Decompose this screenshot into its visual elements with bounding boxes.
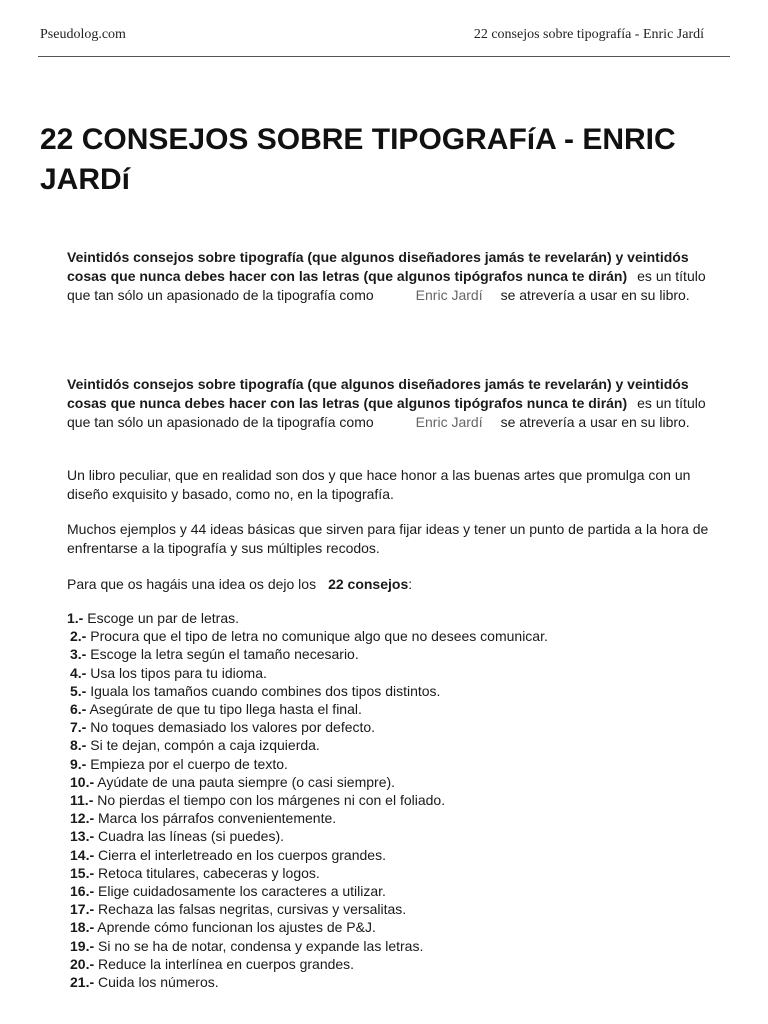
tip-number: 20.-	[70, 955, 95, 972]
tip-item	[67, 973, 548, 991]
tip-text: Cierra el interletreado en los cuerpos grandes.	[98, 846, 386, 863]
tip-text: Procura que el tipo de letra no comunique algo que no desees comunicar.	[90, 628, 548, 645]
tip-number: 3.-	[70, 646, 87, 663]
tip-text: Iguala los tamaños cuando combines dos tipos distintos.	[90, 682, 441, 699]
tips-intro	[67, 575, 727, 594]
tip-item	[67, 755, 548, 773]
tip-item	[67, 718, 548, 736]
tips-list	[67, 609, 548, 991]
tip-text: Si no se ha de notar, condensa y expande las letras.	[98, 937, 424, 954]
tip-text: Reduce la interlínea en cuerpos grandes.	[98, 955, 355, 972]
tip-item	[67, 773, 548, 791]
tip-number: 12.-	[70, 810, 95, 827]
tip-text: Escoge la letra según el tamaño necesario.	[90, 646, 359, 663]
tip-number: 1.-	[67, 610, 84, 626]
tip-item	[67, 809, 548, 827]
header-divider	[38, 56, 730, 57]
tip-number: 7.-	[70, 719, 87, 736]
tip-item	[67, 682, 548, 700]
page-header	[38, 27, 730, 43]
tip-text: Cuida los números.	[98, 974, 219, 991]
intro-paragraph-1	[67, 248, 727, 305]
tip-number: 4.-	[70, 664, 87, 681]
tip-item	[67, 846, 548, 864]
tip-text: Usa los tipos para tu idioma.	[90, 664, 267, 681]
tip-number: 13.-	[70, 828, 95, 845]
tip-item	[67, 937, 548, 955]
document-title: 22 consejos sobre tipografía - Enric Jardí	[473, 27, 704, 42]
tip-item	[67, 827, 548, 845]
tips-intro-bold: 22 consejos	[328, 576, 409, 592]
intro-end: se atrevería a usar en su libro.	[500, 287, 690, 303]
intro-end: se atrevería a usar en su libro.	[500, 414, 690, 430]
tip-number: 11.-	[70, 792, 94, 809]
article-title: 22 CONSEJOS SOBRE TIPOGRAFíA - ENRIC JARDí	[40, 123, 676, 196]
tip-text: Empieza por el cuerpo de texto.	[90, 755, 288, 772]
tip-number: 15.-	[70, 864, 95, 881]
intro-paragraph-2	[67, 375, 727, 432]
book-title: Veintidós consejos sobre tipografía (que algunos diseñadores jamás te revelarán) y veintidós cosas que nunca debes hacer con las letras (que algunos tipógrafos nunca te dirán)	[67, 249, 689, 284]
tip-text: Rechaza las falsas negritas, cursivas y versalitas.	[98, 901, 407, 918]
intro-middle: es un título que tan sólo un apasionado de la tipografía como	[67, 268, 706, 303]
tip-text: Retoca titulares, cabeceras y logos.	[98, 864, 320, 881]
tip-text: Asegúrate de que tu tipo llega hasta el final.	[89, 701, 362, 718]
tip-text: No pierdas el tiempo con los márgenes ni con el foliado.	[97, 792, 446, 809]
tip-item	[67, 700, 548, 718]
tip-number: 6.-	[70, 701, 87, 718]
tip-text: Elige cuidadosamente los caracteres a utilizar.	[98, 883, 386, 900]
author-link[interactable]: Enric Jardí	[415, 414, 483, 430]
tip-text: Marca los párrafos convenientemente.	[98, 810, 337, 827]
tips-intro-before: Para que os hagáis una idea os dejo los	[67, 576, 317, 592]
tip-number: 18.-	[70, 919, 95, 936]
tip-text: Aprende cómo funcionan los ajustes de P&J.	[97, 919, 376, 936]
tip-number: 9.-	[70, 755, 87, 772]
paragraph-2: Muchos ejemplos y 44 ideas básicas que sirven para fijar ideas y tener un punto de partida a la hora de enfrentarse a la tipografía y sus múltiples recodos.	[67, 521, 709, 556]
paragraph-1: Un libro peculiar, que en realidad son dos y que hace honor a las buenas artes que promulga con un diseño exquisito y basado, como no, en la tipografía.	[67, 467, 691, 502]
book-title: Veintidós consejos sobre tipografía (que algunos diseñadores jamás te revelarán) y veintidós cosas que nunca debes hacer con las letras (que algunos tipógrafos nunca te dirán)	[67, 376, 689, 411]
tip-text: No toques demasiado los valores por defecto.	[90, 719, 376, 736]
tip-number: 19.-	[70, 937, 95, 954]
tip-text: Escoge un par de letras.	[87, 610, 239, 626]
site-name: Pseudolog.com	[40, 27, 126, 42]
tip-item	[67, 609, 548, 627]
tip-number: 2.-	[70, 628, 87, 645]
tip-number: 5.-	[70, 682, 87, 699]
tip-number: 16.-	[70, 883, 95, 900]
tip-number: 17.-	[70, 901, 95, 918]
tip-item	[67, 736, 548, 754]
tip-item	[67, 791, 548, 809]
tip-item	[67, 864, 548, 882]
tip-number: 21.-	[70, 974, 95, 991]
tip-number: 8.-	[70, 737, 87, 754]
tip-text: Si te dejan, compón a caja izquierda.	[90, 737, 320, 754]
tip-text: Cuadra las líneas (si puedes).	[98, 828, 285, 845]
author-link[interactable]: Enric Jardí	[415, 287, 483, 303]
tip-item	[67, 900, 548, 918]
tip-item	[67, 627, 548, 645]
tip-number: 14.-	[70, 846, 95, 863]
tip-item	[67, 918, 548, 936]
tip-item	[67, 955, 548, 973]
tip-item	[67, 664, 548, 682]
tip-text: Ayúdate de una pauta siempre (o casi siempre).	[97, 773, 396, 790]
tips-intro-after: :	[408, 576, 413, 592]
tip-item	[67, 882, 548, 900]
tip-number: 10.-	[70, 773, 95, 790]
intro-middle: es un título que tan sólo un apasionado de la tipografía como	[67, 395, 706, 430]
tip-item	[67, 645, 548, 663]
